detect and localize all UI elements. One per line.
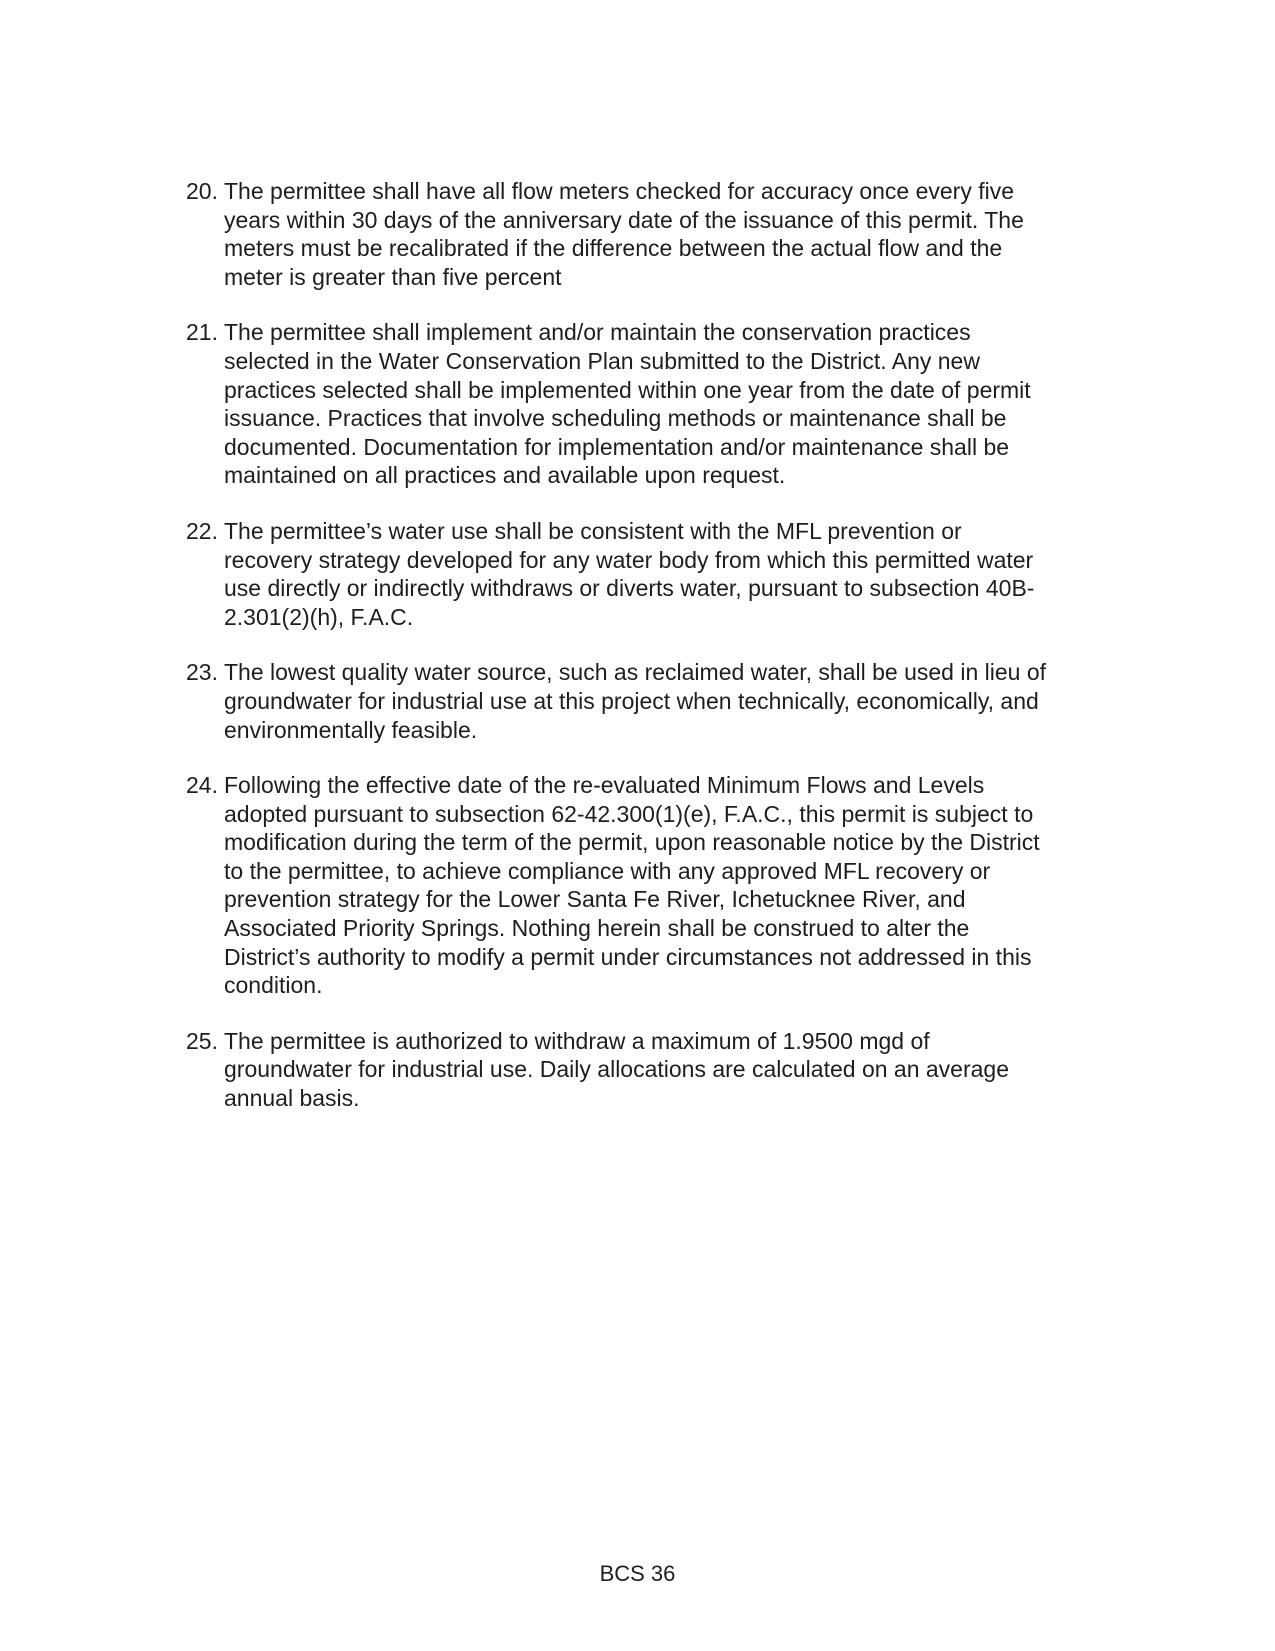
condition-line: issuance. Practices that involve scheduling methods or maintenance shall be: [224, 405, 1007, 432]
condition-line: Associated Priority Springs. Nothing herein shall be construed to alter the: [224, 915, 970, 942]
condition-line: use directly or indirectly withdraws or diverts water, pursuant to subsection 40B-: [224, 575, 1035, 602]
condition-line: maintained on all practices and available upon request.: [224, 462, 786, 489]
page-number-label: BCS 36: [599, 1561, 676, 1586]
condition-line: The lowest quality water source, such as reclaimed water, shall be used in lieu of: [224, 659, 1047, 686]
condition-line: to the permittee, to achieve compliance with any approved MFL recovery or: [224, 857, 991, 884]
condition-line: meters must be recalibrated if the difference between the actual flow and the: [224, 235, 1003, 262]
condition-text: [224, 771, 1126, 1000]
condition-line: The permittee shall have all flow meters checked for accuracy once every five: [224, 178, 1015, 204]
condition-line: prevention strategy for the Lower Santa Fe River, Ichetucknee River, and: [224, 886, 966, 913]
permit-conditions-list: [186, 177, 1126, 1140]
condition-number: 21.: [186, 319, 218, 346]
condition-line: Following the effective date of the re-evaluated Minimum Flows and Levels: [224, 772, 985, 799]
condition-line: condition.: [224, 972, 323, 999]
condition-line: modification during the term of the permit, upon reasonable notice by the District: [224, 829, 1040, 856]
condition-line: environmentally feasible.: [224, 716, 478, 743]
condition-line: groundwater for industrial use at this project when technically, economically, and: [224, 687, 1039, 714]
condition-text: [224, 1027, 1126, 1113]
permit-condition: [186, 1027, 1126, 1113]
condition-line: annual basis.: [224, 1085, 360, 1112]
condition-line: meter is greater than five percent: [224, 263, 562, 290]
condition-text: [224, 658, 1126, 744]
permit-condition: [186, 177, 1126, 291]
condition-line: The permittee shall implement and/or maintain the conservation practices: [224, 319, 971, 346]
condition-line: 2.301(2)(h), F.A.C.: [224, 603, 414, 630]
condition-line: The permittee is authorized to withdraw a maximum of 1.9500 mgd of: [224, 1027, 930, 1054]
condition-line: adopted pursuant to subsection 62-42.300(1)(e), F.A.C., this permit is subject to: [224, 800, 1034, 827]
condition-number: 20.: [186, 178, 218, 204]
page-footer: [0, 1561, 1275, 1587]
condition-number: 22.: [186, 517, 218, 544]
condition-line: practices selected shall be implemented within one year from the date of permit: [224, 376, 1031, 403]
condition-line: documented. Documentation for implementation and/or maintenance shall be: [224, 433, 1010, 460]
condition-text: [224, 177, 1126, 291]
condition-line: selected in the Water Conservation Plan submitted to the District. Any new: [224, 347, 980, 374]
condition-line: District’s authority to modify a permit under circumstances not addressed in this: [224, 943, 1032, 970]
permit-condition: [186, 658, 1126, 744]
permit-condition: [186, 771, 1126, 1000]
condition-line: groundwater for industrial use. Daily allocations are calculated on an average: [224, 1056, 1010, 1083]
condition-number: 25.: [186, 1027, 218, 1054]
condition-number: 24.: [186, 772, 218, 799]
condition-line: The permittee’s water use shall be consistent with the MFL prevention or: [224, 517, 962, 544]
condition-line: years within 30 days of the anniversary date of the issuance of this permit. The: [224, 206, 1024, 233]
condition-text: [224, 517, 1126, 631]
permit-condition: [186, 318, 1126, 490]
condition-text: [224, 318, 1126, 490]
condition-line: recovery strategy developed for any water body from which this permitted water: [224, 546, 1034, 573]
condition-number: 23.: [186, 659, 218, 686]
permit-condition: [186, 517, 1126, 631]
